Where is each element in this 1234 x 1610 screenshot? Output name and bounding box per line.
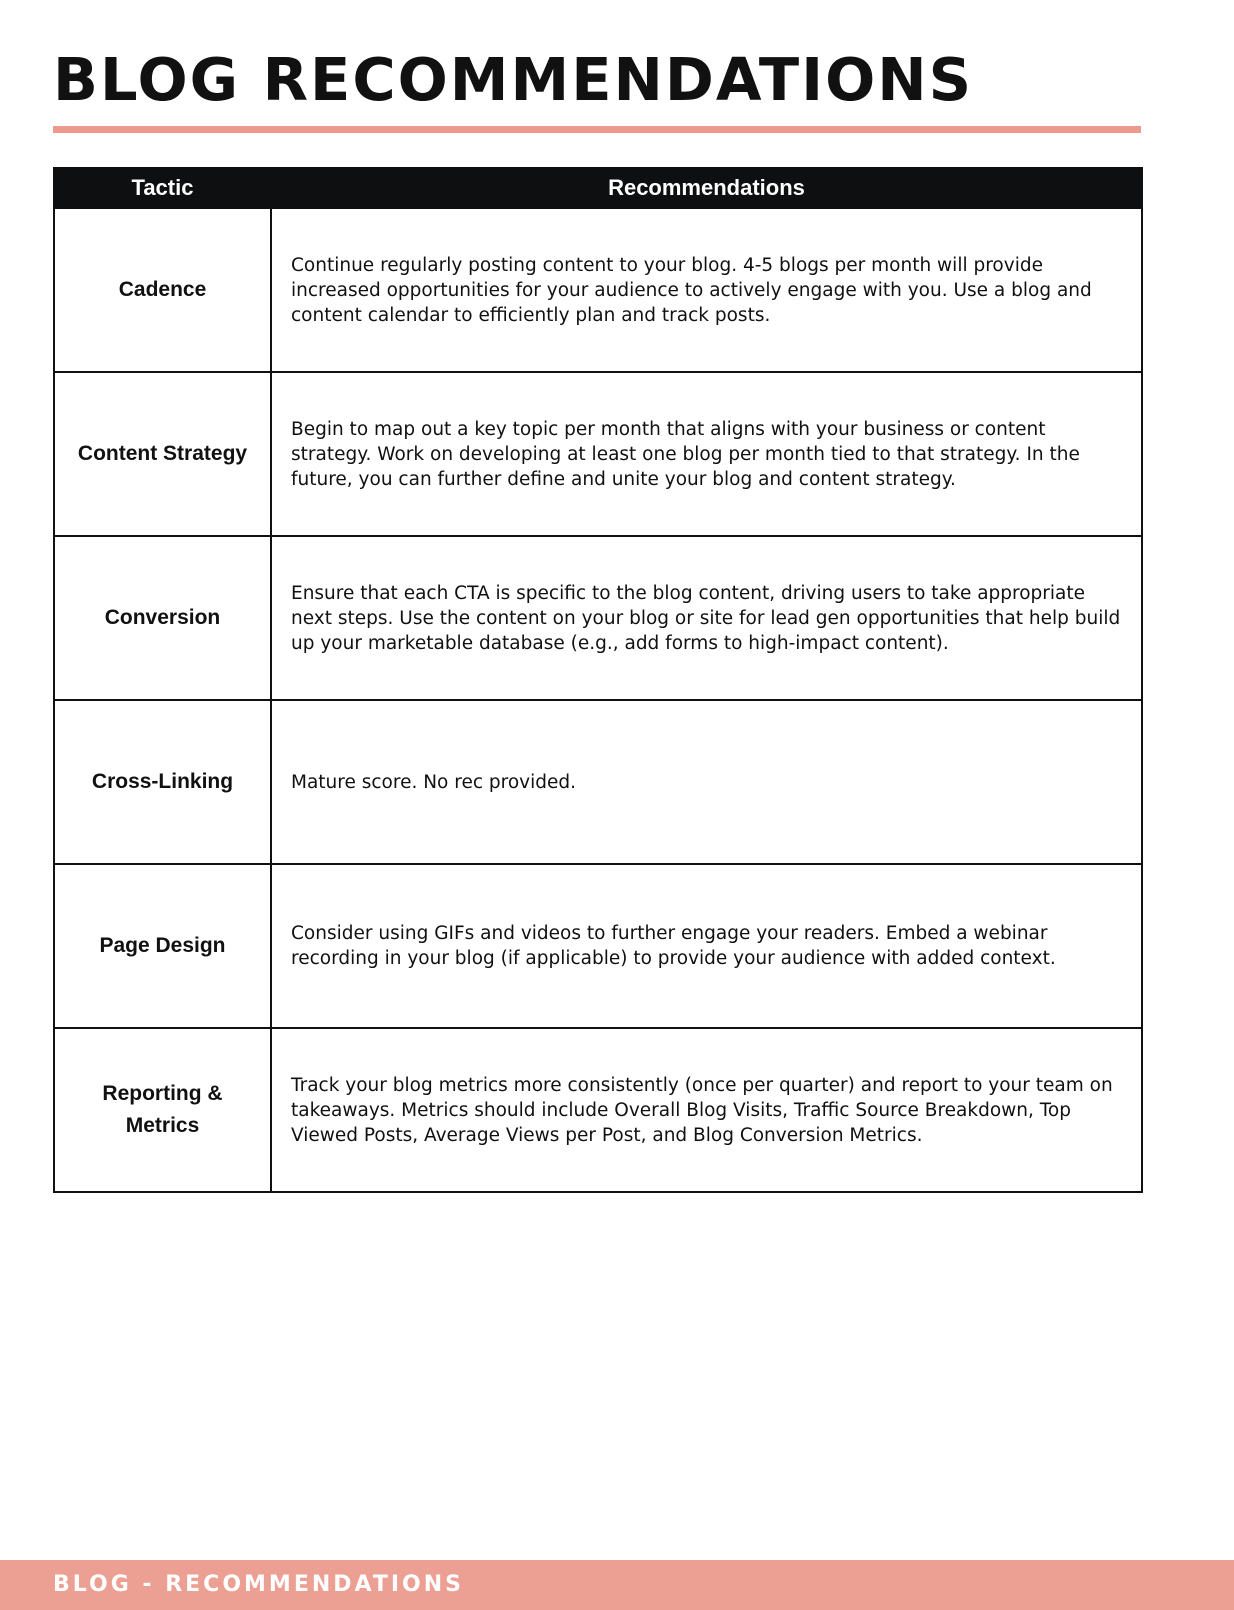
tactic-column-header: Tactic — [54, 168, 271, 208]
tactic-cell: Conversion — [54, 536, 271, 700]
title-divider — [53, 126, 1141, 133]
tactic-cell: Content Strategy — [54, 372, 271, 536]
recommendations-column-header: Recommendations — [271, 168, 1142, 208]
table-row — [54, 536, 1142, 700]
recommendation-cell: Begin to map out a key topic per month that aligns with your business or content strategy. Work on developing at least one blog per month tied to that strategy. In the future, you can further define and unite your blog and content strategy. — [271, 372, 1142, 536]
table-row — [54, 372, 1142, 536]
tactic-cell: Cross-Linking — [54, 700, 271, 864]
recommendation-cell: Ensure that each CTA is specific to the blog content, driving users to take appropriate next steps. Use the content on your blog or site for lead gen opportunities that help build up your marketable database (e.g., add forms to high-impact content). — [271, 536, 1142, 700]
recommendation-cell: Continue regularly posting content to your blog. 4-5 blogs per month will provide increased opportunities for your audience to actively engage with you. Use a blog and content calendar to efficiently plan and track posts. — [271, 208, 1142, 372]
tactic-cell: Reporting & Metrics — [54, 1028, 271, 1192]
footer-band — [0, 1560, 1234, 1610]
recommendation-cell: Track your blog metrics more consistently (once per quarter) and report to your team on takeaways. Metrics should include Overall Blog Visits, Traffic Source Breakdown, Top Viewed Posts, Average Views per Post, and Blog Conversion Metrics. — [271, 1028, 1142, 1192]
recommendations-table — [53, 167, 1143, 1193]
table-row — [54, 700, 1142, 864]
table-row — [54, 1028, 1142, 1192]
table-row — [54, 208, 1142, 372]
recommendation-cell: Consider using GIFs and videos to further engage your readers. Embed a webinar recording in your blog (if applicable) to provide your audience with added context. — [271, 864, 1142, 1028]
footer-label: BLOG - RECOMMENDATIONS — [53, 1572, 464, 1597]
recommendation-cell: Mature score. No rec provided. — [271, 700, 1142, 864]
table-row — [54, 864, 1142, 1028]
tactic-cell: Page Design — [54, 864, 271, 1028]
page-title: BLOG RECOMMENDATIONS — [53, 45, 974, 114]
table-header-row — [54, 168, 1142, 208]
tactic-cell: Cadence — [54, 208, 271, 372]
